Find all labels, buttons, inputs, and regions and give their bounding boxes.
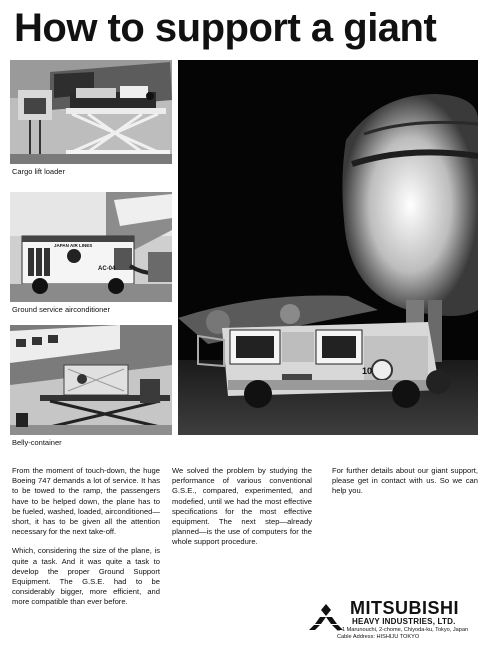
belly-container-image — [10, 325, 172, 435]
address-line: 5-1 Marunouchi, 2-chome, Chiyoda-ku, Tokyo, Japan — [337, 627, 469, 633]
body-column-3 — [332, 466, 478, 506]
brand-name: MITSUBISHI — [350, 598, 460, 618]
body-column-2 — [172, 466, 312, 557]
caption-cargo-lift-loader: Cargo lift loader — [12, 167, 65, 176]
body-column-1 — [12, 466, 160, 617]
photo-cargo-lift-loader — [10, 60, 172, 164]
photo-belly-container — [10, 325, 172, 435]
caption-belly-container: Belly-container — [12, 438, 62, 447]
cable-address-line: Cable Address: HISHIJU TOKYO — [337, 634, 420, 640]
boeing-747-night-image — [178, 60, 478, 435]
photo-boeing-747-tug — [178, 60, 478, 435]
truck-airline-text: JAPAN AIR LINES — [54, 243, 93, 248]
headline: How to support a giant — [14, 6, 437, 50]
caption-ground-service-airconditioner: Ground service airconditioner — [12, 305, 110, 314]
brand-division: HEAVY INDUSTRIES, LTD. — [352, 617, 456, 626]
cargo-lift-loader-image — [10, 60, 172, 164]
tug-number-text: 10 — [362, 366, 373, 376]
body-paragraph: For further details about our giant support, please get in contact with us. So we can help you. — [332, 466, 478, 496]
company-address — [337, 627, 468, 641]
body-paragraph: Which, considering the size of the plane, is quite a task. And it was quite a task to develop the proper Ground Support Equipment. The G.S.E. had to be considerably bigger, more efficient, and more compatible than ever before. — [12, 546, 160, 607]
photo-ground-service-airconditioner — [10, 192, 172, 302]
truck-code-text: AC-04 — [98, 266, 116, 272]
body-paragraph: We solved the problem by studying the performance of various conventional G.S.E., compared, experimented, and modefied, until we had the most effective specifications for the most effective equipment. The next step—already planned—is the use of computers for the whole support procedure. — [172, 466, 312, 547]
body-paragraph: From the moment of touch-down, the huge Boeing 747 demands a lot of service. It has to be towed to the ramp, the passengers have to be helped down, the plane has to be fueled, washed, loaded, airconditioned—short, it has to be given all the attention necessary for the next take-off. — [12, 466, 160, 537]
